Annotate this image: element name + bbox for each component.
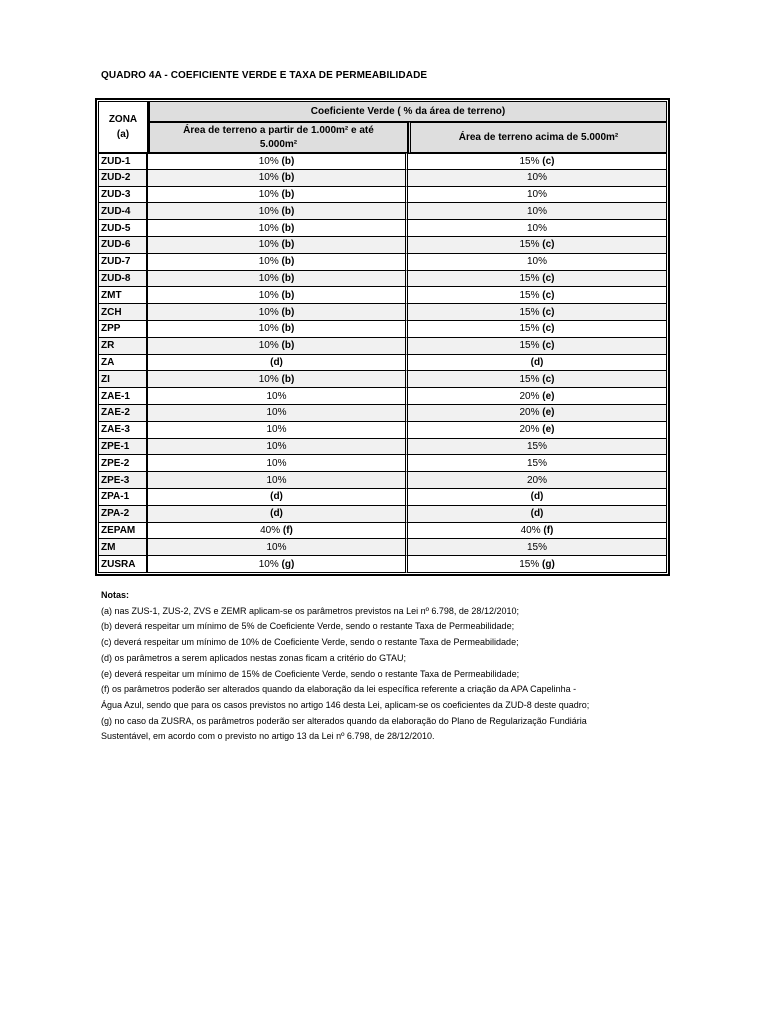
percent-value: 20% [519, 424, 540, 436]
percent-value: 15% [526, 457, 547, 469]
col2-value-cell [408, 254, 667, 271]
table-row [98, 455, 667, 472]
note-line: (a) nas ZUS-1, ZUS-2, ZVS e ZEMR aplicam-se os parâmetros previstos na Lei nº 6.798, de 28/12/2010; [101, 605, 519, 616]
col1-value-cell [148, 455, 408, 472]
col2-value-cell [408, 455, 667, 472]
percent-value: 15% [519, 155, 540, 167]
col2-value-cell [408, 422, 667, 439]
note-ref: (b) [281, 239, 295, 251]
col1-value-cell [148, 405, 408, 422]
percent-value: 40% [520, 524, 541, 536]
col2-value-cell [408, 287, 667, 304]
note-ref: (d) [530, 508, 544, 520]
col1-value-cell [148, 388, 408, 405]
col1-value-cell [148, 539, 408, 556]
percent-value: 10% [258, 239, 279, 251]
col1-value-cell [148, 203, 408, 220]
note-ref: (d) [270, 491, 283, 503]
col2-value-cell [408, 388, 667, 405]
note-ref: (b) [281, 373, 295, 385]
percent-value: 15% [519, 289, 540, 301]
note-line: (d) os parâmetros a serem aplicados nestas zonas ficam a critério do GTAU; [101, 652, 406, 663]
col1-value-cell [148, 321, 408, 338]
table-row [98, 287, 667, 304]
note-line: Água Azul, sendo que para os casos previstos no artigo 146 desta Lei, aplicam-se os coeficientes da ZUD-8 deste quadro; [101, 699, 590, 710]
zona-cell: ZUD-2 [98, 170, 148, 187]
col2-value-cell [408, 405, 667, 422]
note-ref: (c) [542, 289, 555, 301]
zona-header-label: ZONA [108, 114, 138, 125]
percent-value: 10% [266, 390, 287, 402]
notes-title: Notas: [101, 590, 130, 600]
note-line: (c) deverá respeitar um mínimo de 10% de Coeficiente Verde, sendo o restante Taxa de Permeabilidade; [101, 637, 519, 648]
percent-value: 10% [266, 440, 287, 452]
table-row [98, 203, 667, 220]
percent-value: 10% [258, 188, 279, 200]
col1-value-cell [148, 287, 408, 304]
col1-value-cell [148, 220, 408, 237]
col1-value-cell [148, 304, 408, 321]
zona-cell: ZM [98, 539, 148, 556]
col1-header-line1: Área de terreno a partir de 1.000m² e até [183, 124, 374, 136]
zona-cell: ZUD-6 [98, 237, 148, 254]
percent-value: 10% [258, 558, 279, 570]
table-body [98, 153, 667, 573]
zona-cell: ZUD-4 [98, 203, 148, 220]
note-ref: (c) [542, 239, 555, 251]
col2-value-cell [408, 371, 667, 388]
table-row [98, 472, 667, 489]
percent-value: 10% [266, 541, 287, 553]
notes-list [101, 604, 701, 745]
percent-value: 10% [526, 188, 547, 200]
zona-cell: ZEPAM [98, 523, 148, 540]
note-ref: (b) [281, 323, 295, 335]
percent-value: 10% [258, 323, 279, 335]
table-row [98, 371, 667, 388]
col2-value-cell [408, 355, 667, 372]
percent-value: 15% [519, 272, 540, 284]
note-line: (e) deverá respeitar um mínimo de 15% de Coeficiente Verde, sendo o restante Taxa de Permeabilidade; [101, 668, 520, 679]
zona-cell: ZUD-5 [98, 220, 148, 237]
col2-value-cell [408, 170, 667, 187]
note-ref: (d) [270, 508, 283, 520]
notes-section [101, 588, 701, 745]
col1-value-cell [148, 506, 408, 523]
percent-value: 20% [519, 390, 540, 402]
zona-cell: ZPE-3 [98, 472, 148, 489]
percent-value: 15% [526, 541, 547, 553]
zona-cell: ZUD-7 [98, 254, 148, 271]
percent-value: 10% [266, 407, 287, 419]
col2-value-cell [408, 472, 667, 489]
percent-value: 10% [258, 172, 279, 184]
coeficiente-verde-header: Coeficiente Verde ( % da área de terreno) [148, 101, 667, 122]
percent-value: 20% [519, 407, 540, 419]
note-ref: (b) [281, 222, 295, 234]
zona-cell: ZPE-1 [98, 439, 148, 456]
table-row [98, 506, 667, 523]
col2-value-cell [408, 220, 667, 237]
col2-value-cell [408, 271, 667, 288]
col1-value-cell [148, 422, 408, 439]
col2-value-cell [408, 304, 667, 321]
percent-value: 10% [258, 222, 279, 234]
note-ref: (b) [281, 289, 295, 301]
note-ref: (b) [281, 340, 295, 352]
col1-value-cell [148, 170, 408, 187]
note-ref: (b) [281, 155, 295, 167]
col2-header: Área de terreno acima de 5.000m² [408, 122, 667, 153]
zona-header-note: (a) [116, 129, 130, 140]
col1-value-cell [148, 271, 408, 288]
note-ref: (c) [542, 306, 555, 318]
zona-cell: ZMT [98, 287, 148, 304]
table-row [98, 405, 667, 422]
zona-cell: ZUD-1 [98, 153, 148, 170]
percent-value: 10% [526, 256, 547, 268]
percent-value: 15% [526, 440, 547, 452]
note-ref: (f) [282, 524, 293, 536]
note-ref: (d) [270, 356, 283, 368]
percent-value: 10% [266, 457, 287, 469]
percent-value: 10% [266, 474, 287, 486]
note-ref: (e) [542, 424, 555, 436]
percent-value: 15% [519, 239, 540, 251]
col2-value-cell [408, 203, 667, 220]
note-ref: (f) [543, 524, 554, 536]
note-ref: (c) [542, 323, 555, 335]
col2-value-cell [408, 523, 667, 540]
note-ref: (b) [281, 272, 295, 284]
col2-value-cell [408, 338, 667, 355]
note-ref: (g) [281, 558, 295, 570]
table-row [98, 254, 667, 271]
table-row [98, 489, 667, 506]
zona-column-header [98, 101, 148, 153]
table-row [98, 321, 667, 338]
note-line: (g) no caso da ZUSRA, os parâmetros poderão ser alterados quando da elaboração do Plano de Regularização Fundiária [101, 715, 587, 726]
zona-cell: ZR [98, 338, 148, 355]
note-ref: (d) [530, 491, 544, 503]
zona-cell: ZCH [98, 304, 148, 321]
zona-cell: ZI [98, 371, 148, 388]
percent-value: 15% [519, 323, 540, 335]
note-ref: (e) [542, 407, 555, 419]
table-row [98, 556, 667, 573]
col2-value-cell [408, 489, 667, 506]
zona-cell: ZPA-2 [98, 506, 148, 523]
col1-value-cell [148, 556, 408, 573]
table-row [98, 237, 667, 254]
percent-value: 10% [526, 205, 547, 217]
table-row [98, 388, 667, 405]
note-ref: (b) [281, 172, 295, 184]
zona-cell: ZAE-3 [98, 422, 148, 439]
zona-cell: ZUD-3 [98, 187, 148, 204]
table-row [98, 355, 667, 372]
percent-value: 10% [258, 205, 279, 217]
percent-value: 10% [258, 306, 279, 318]
note-ref: (b) [281, 205, 295, 217]
col1-value-cell [148, 338, 408, 355]
col2-value-cell [408, 439, 667, 456]
percent-value: 10% [258, 289, 279, 301]
note-ref: (c) [542, 155, 555, 167]
percent-value: 10% [258, 340, 279, 352]
note-ref: (e) [542, 390, 555, 402]
note-line: Sustentável, em acordo com o previsto no artigo 13 da Lei nº 6.798, de 28/12/2010. [101, 731, 435, 742]
note-line: (f) os parâmetros poderão ser alterados quando da elaboração da lei específica referente a criação da APA Capelinha - [101, 684, 577, 695]
col1-header-line2: 5.000m² [259, 138, 298, 150]
col2-value-cell [408, 187, 667, 204]
zona-cell: ZUSRA [98, 556, 148, 573]
table-row [98, 271, 667, 288]
percent-value: 15% [519, 340, 540, 352]
note-ref: (d) [530, 356, 544, 368]
percent-value: 40% [260, 524, 281, 536]
note-line: (b) deverá respeitar um mínimo de 5% de Coeficiente Verde, sendo o restante Taxa de Permeabilidade; [101, 621, 515, 632]
note-ref: (b) [281, 256, 295, 268]
percent-value: 15% [519, 373, 540, 385]
note-ref: (b) [281, 306, 295, 318]
zona-cell: ZA [98, 355, 148, 372]
note-ref: (c) [542, 272, 555, 284]
zona-cell: ZPE-2 [98, 455, 148, 472]
percent-value: 10% [526, 172, 547, 184]
percent-value: 10% [258, 373, 279, 385]
col1-value-cell [148, 237, 408, 254]
col2-value-cell [408, 237, 667, 254]
zona-cell: ZPP [98, 321, 148, 338]
col1-value-cell [148, 439, 408, 456]
table-row [98, 170, 667, 187]
coefficient-table [95, 98, 670, 576]
percent-value: 10% [258, 256, 279, 268]
percent-value: 15% [519, 558, 540, 570]
col2-value-cell [408, 539, 667, 556]
col1-value-cell [148, 489, 408, 506]
note-ref: (b) [281, 188, 295, 200]
table-row [98, 153, 667, 170]
table-row [98, 187, 667, 204]
col2-value-cell [408, 506, 667, 523]
col1-value-cell [148, 187, 408, 204]
zona-cell: ZUD-8 [98, 271, 148, 288]
page-title: QUADRO 4A - COEFICIENTE VERDE E TAXA DE PERMEABILIDADE [101, 70, 428, 81]
percent-value: 10% [266, 424, 287, 436]
note-ref: (c) [542, 373, 555, 385]
col1-value-cell [148, 523, 408, 540]
col1-value-cell [148, 371, 408, 388]
percent-value: 10% [258, 272, 279, 284]
table-row [98, 439, 667, 456]
col1-value-cell [148, 153, 408, 170]
zona-cell: ZAE-2 [98, 405, 148, 422]
col2-value-cell [408, 556, 667, 573]
table-row [98, 304, 667, 321]
percent-value: 10% [258, 155, 279, 167]
col2-value-cell [408, 153, 667, 170]
percent-value: 15% [519, 306, 540, 318]
table-row [98, 523, 667, 540]
zona-cell: ZPA-1 [98, 489, 148, 506]
col1-header [148, 122, 408, 153]
note-ref: (g) [542, 558, 555, 570]
table-row [98, 539, 667, 556]
table-row [98, 338, 667, 355]
col1-value-cell [148, 355, 408, 372]
col2-value-cell [408, 321, 667, 338]
col1-value-cell [148, 472, 408, 489]
table-row [98, 220, 667, 237]
zona-cell: ZAE-1 [98, 388, 148, 405]
note-ref: (c) [542, 340, 555, 352]
percent-value: 10% [526, 222, 547, 234]
percent-value: 20% [526, 474, 547, 486]
col1-value-cell [148, 254, 408, 271]
table-row [98, 422, 667, 439]
